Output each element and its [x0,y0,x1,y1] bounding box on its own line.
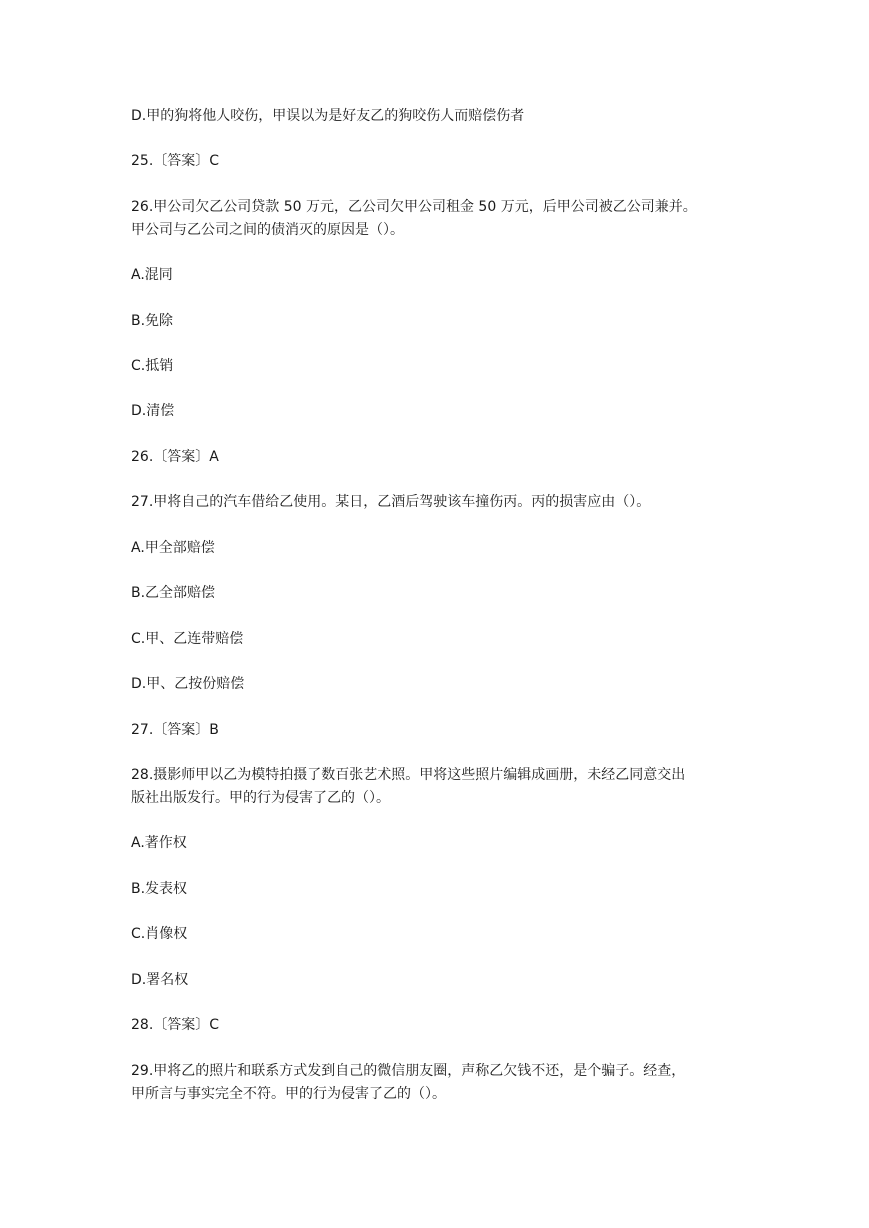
option-a-26: A.混同 [131,267,173,283]
option-c-28: C.肖像权 [131,926,188,942]
option-a-28: A.著作权 [131,835,187,851]
option-d-25: D.甲的狗将他人咬伤，甲误以为是好友乙的狗咬伤人而赔偿伤者 [131,108,525,124]
question-28-line-1: 28.摄影师甲以乙为模特拍摄了数百张艺术照。甲将这些照片编辑成画册，未经乙同意交出 [131,767,686,783]
option-b-28: B.发表权 [131,881,188,897]
option-b-26: B.免除 [131,313,174,329]
question-27: 27.甲将自己的汽车借给乙使用。某日，乙酒后驾驶该车撞伤丙。丙的损害应由（）。 [131,494,651,510]
option-a-27: A.甲全部赔偿 [131,540,215,556]
question-29-line-1: 29.甲将乙的照片和联系方式发到自己的微信朋友圈，声称乙欠钱不还，是个骗子。经查， [131,1063,686,1079]
question-28-line-2: 版社出版发行。甲的行为侵害了乙的（）。 [131,790,390,806]
answer-28: 28.〔答案〕C [131,1017,220,1033]
option-d-26: D.清偿 [131,403,175,419]
option-d-28: D.署名权 [131,972,189,988]
question-26-line-2: 甲公司与乙公司之间的债消灭的原因是（）。 [131,222,404,238]
option-c-26: C.抵销 [131,358,174,374]
question-29-line-2: 甲所言与事实完全不符。甲的行为侵害了乙的（）。 [131,1086,446,1102]
option-c-27: C.甲、乙连带赔偿 [131,631,244,647]
answer-25: 25.〔答案〕C [131,153,220,169]
option-d-27: D.甲、乙按份赔偿 [131,676,245,692]
answer-26: 26.〔答案〕A [131,449,219,465]
answer-27: 27.〔答案〕B [131,722,219,738]
question-26-line-1: 26.甲公司欠乙公司贷款 50 万元，乙公司欠甲公司租金 50 万元，后甲公司被乙公司兼并。 [131,199,697,215]
option-b-27: B.乙全部赔偿 [131,585,216,601]
